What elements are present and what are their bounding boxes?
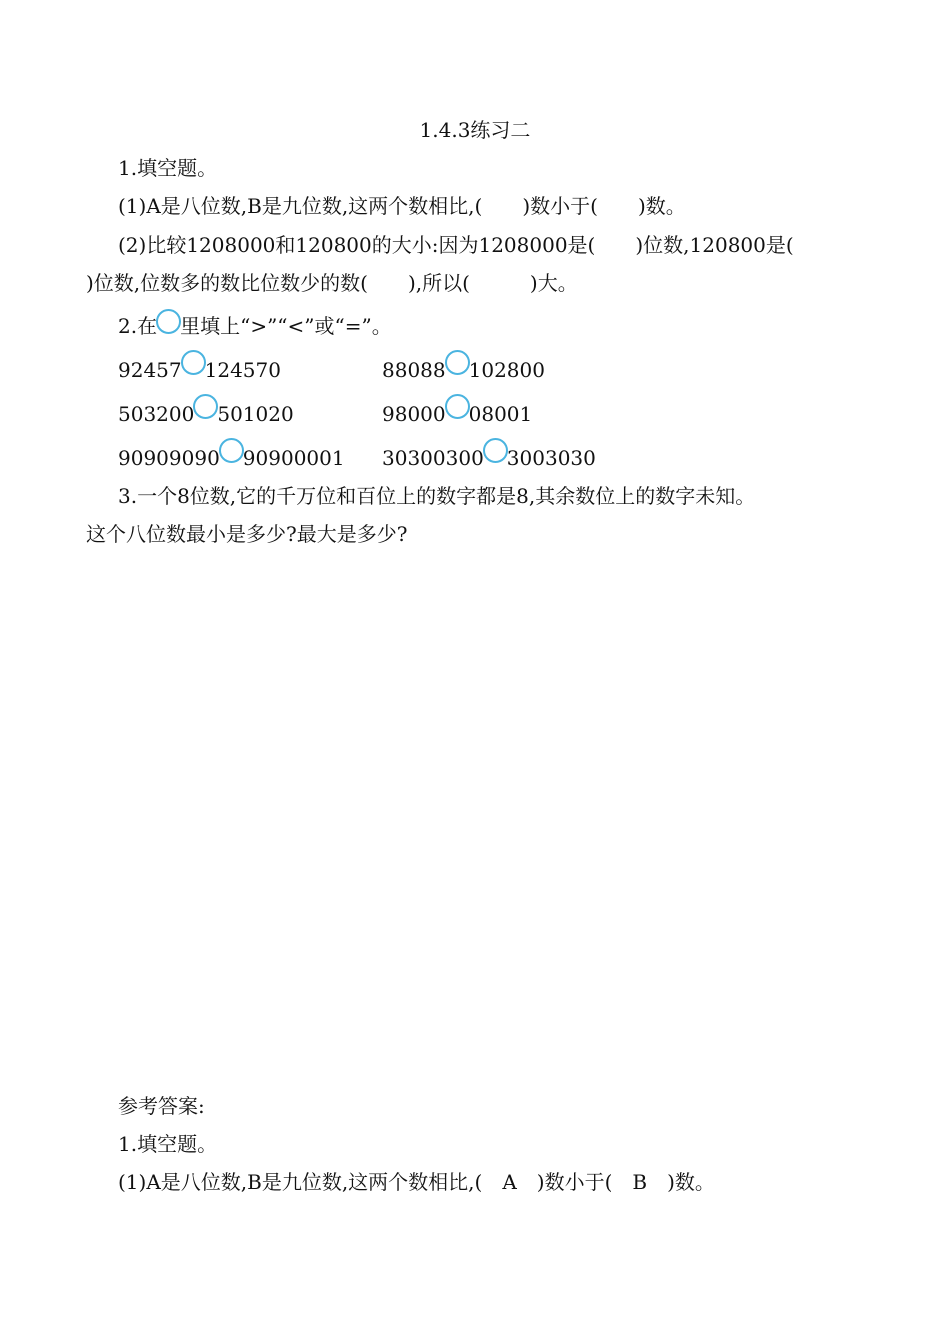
compare-left: 30300300 xyxy=(382,446,484,470)
answer-circle[interactable] xyxy=(181,350,206,375)
answers-question-1-part-1: (1)A是八位数,B是九位数,这两个数相比,( A )数小于( B )数。 xyxy=(118,1170,715,1194)
question-1-part-2-line-1: (2)比较1208000和120800的大小:因为1208000是( )位数,120800是( xyxy=(118,233,794,257)
question-3-line-1: 3.一个8位数,它的千万位和百位上的数字都是8,其余数位上的数字未知。 xyxy=(118,484,756,508)
compare-row xyxy=(382,444,596,472)
answer-circle[interactable] xyxy=(483,438,508,463)
compare-row xyxy=(118,400,294,428)
compare-row xyxy=(382,356,545,384)
compare-right: 08001 xyxy=(468,402,533,426)
question-2-heading xyxy=(118,312,392,340)
answer-circle[interactable] xyxy=(445,394,470,419)
answer-circle[interactable] xyxy=(219,438,244,463)
compare-row xyxy=(118,444,345,472)
compare-row xyxy=(382,400,532,428)
answer-circle[interactable] xyxy=(193,394,218,419)
compare-left: 503200 xyxy=(118,402,195,426)
compare-left: 98000 xyxy=(382,402,446,426)
answers-heading: 参考答案: xyxy=(118,1094,205,1118)
question-1-part-2-line-2: )位数,位数多的数比位数少的数( ),所以( )大。 xyxy=(86,271,578,295)
circle-icon xyxy=(156,309,181,334)
compare-left: 90909090 xyxy=(118,446,220,470)
question-1-heading: 1.填空题。 xyxy=(118,156,218,180)
question-2-post: 里填上“>”“<”或“=”。 xyxy=(180,314,392,338)
compare-right: 3003030 xyxy=(506,446,596,470)
page-title: 1.4.3练习二 xyxy=(419,118,531,142)
compare-right: 124570 xyxy=(204,358,281,382)
compare-right: 102800 xyxy=(468,358,545,382)
answers-question-1-heading: 1.填空题。 xyxy=(118,1132,218,1156)
compare-right: 501020 xyxy=(217,402,294,426)
answer-circle[interactable] xyxy=(445,350,470,375)
question-3-line-2: 这个八位数最小是多少?最大是多少? xyxy=(86,522,408,546)
compare-row xyxy=(118,356,281,384)
question-2-pre: 2.在 xyxy=(118,314,158,338)
compare-left: 92457 xyxy=(118,358,182,382)
compare-right: 90900001 xyxy=(242,446,345,470)
compare-left: 88088 xyxy=(382,358,446,382)
question-1-part-1: (1)A是八位数,B是九位数,这两个数相比,( )数小于( )数。 xyxy=(118,194,686,218)
